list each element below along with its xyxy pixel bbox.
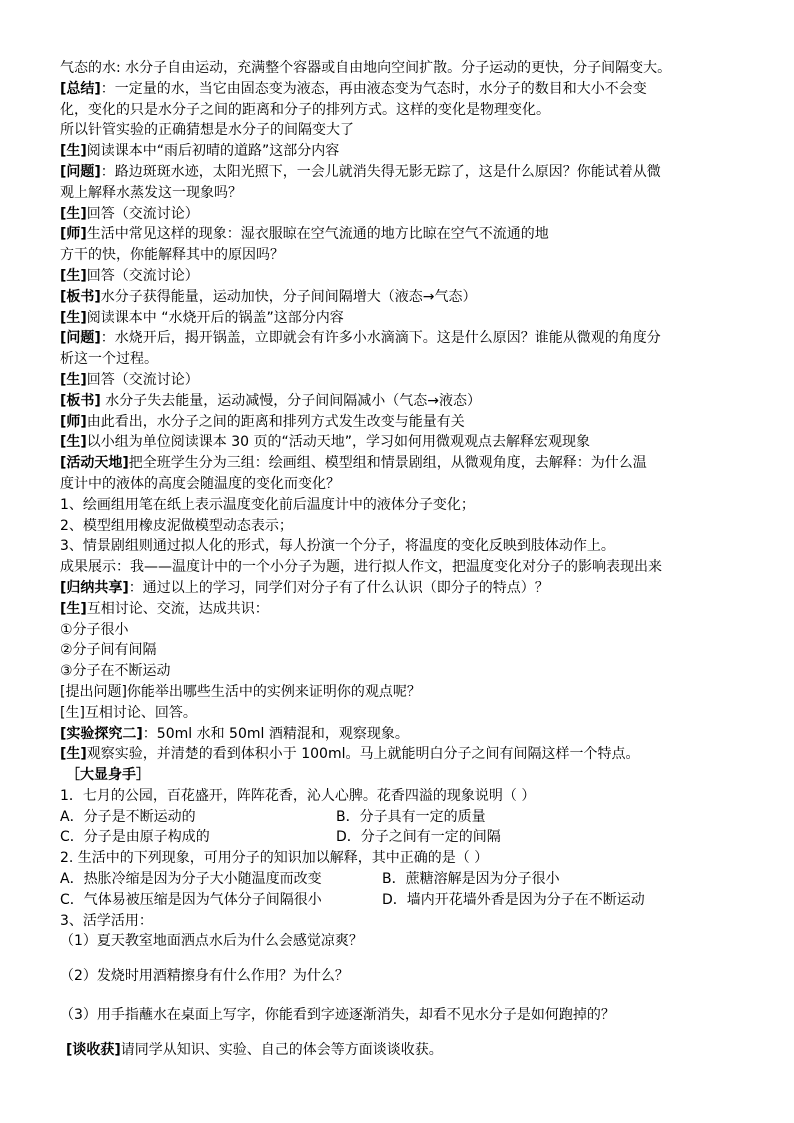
section-tag: [谈收获] — [66, 1041, 121, 1058]
section-tag: [生] — [60, 309, 87, 326]
summary-share-line — [60, 578, 750, 599]
section-tag: [实验探究二] — [60, 725, 143, 742]
paragraph-text: ：路边斑斑水迹，太阳光照下，一会儿就消失得无影无踪了，这是什么原因？你能试着从微 — [100, 163, 661, 180]
list-item — [60, 620, 750, 641]
section-tag: [活动天地] — [60, 455, 129, 472]
summary-line — [60, 79, 750, 100]
option-d: D．分子之间有一定的间隔 — [336, 829, 501, 846]
exercise-question — [60, 786, 750, 807]
paragraph-text: 阅读课本中“雨后初晴的道路”这部分内容 — [86, 143, 340, 160]
paragraph-text: ①分子很小 — [60, 621, 129, 638]
sub-question — [60, 966, 750, 987]
list-item — [60, 640, 750, 661]
section-tag: [问题] — [60, 330, 101, 347]
paragraph-text: 成果展示：我——温度计中的一个小分子为题，进行拟人作文，把温度变化对分子的影响表现出来 — [60, 559, 662, 576]
option-b: B．分子具有一定的质量 — [336, 808, 486, 825]
section-tag: [生] — [60, 267, 87, 284]
section-tag: [板书] — [60, 392, 101, 409]
option-c: C．分子是由原子构成的 — [60, 829, 210, 846]
text-line — [60, 245, 750, 266]
section-tag: [问题] — [60, 163, 101, 180]
paragraph-text: ：50ml 水和 50ml 酒精混和，观察现象。 — [142, 725, 409, 742]
text-line — [60, 349, 750, 370]
paragraph-text: 所以针管实验的正确猜想是水分子的间隔变大了 — [60, 122, 354, 139]
exercise-options — [60, 890, 750, 911]
option-a: A．分子是不断运动的 — [60, 808, 196, 825]
paragraph-text: ：水烧开后，揭开锅盖，立即就会有许多小水滴滴下。这是什么原因？谁能从微观的角度分 — [100, 330, 661, 347]
section-tag: [生] — [60, 205, 87, 222]
exercise-options — [60, 869, 750, 890]
paragraph-text: [生]互相讨论、回答。 — [60, 704, 197, 721]
question-text: （2）发烧时用酒精擦身有什么作用？为什么？ — [60, 968, 349, 985]
paragraph-text: 生活中常见这样的现象：湿衣服晾在空气流通的地方比晾在空气不流通的地 — [86, 226, 549, 243]
student-line — [60, 599, 750, 620]
question-text: （3）用手指蘸水在桌面上写字，你能看到字迹逐渐消失，却看不见水分子是如何跑掉的？ — [60, 1007, 615, 1024]
list-item — [60, 661, 750, 682]
text-line — [60, 100, 750, 121]
text-line — [60, 58, 750, 79]
experiment-line — [60, 724, 750, 745]
section-tag: [生] — [60, 600, 87, 617]
section-tag: [生] — [60, 434, 87, 451]
section-tag: [板书] — [60, 288, 101, 305]
teacher-line — [60, 412, 750, 433]
option-a: A．热胀冷缩是因为分子大小随温度而改变 — [60, 871, 322, 888]
document-page — [60, 58, 750, 1061]
question-text: 3、活学活用： — [60, 912, 153, 929]
question-text: 2. 生活中的下列现象，可用分子的知识加以解释，其中正确的是（ ） — [60, 850, 489, 867]
paragraph-text: 观上解释水蒸发这一现象吗？ — [60, 184, 242, 201]
section-tag: [归纳共享] — [60, 579, 129, 596]
student-line — [60, 432, 750, 453]
text-line — [60, 474, 750, 495]
exercise-heading — [60, 765, 750, 786]
paragraph-text: 互相讨论、交流，达成共识： — [86, 600, 269, 617]
paragraph-text: 1、绘画组用笔在纸上表示温度变化前后温度计中的液体分子变化； — [60, 496, 475, 513]
paragraph-text: 化，变化的只是水分子之间的距离和分子的排列方式。这样的变化是物理变化。 — [60, 101, 550, 118]
paragraph-text: ③分子在不断运动 — [60, 663, 171, 680]
paragraph-text: 观察实验，并清楚的看到体积小于 100ml。马上就能明白分子之间有间隔这样一个特点。 — [86, 746, 640, 763]
paragraph-text: 2、模型组用橡皮泥做模型动态表示； — [60, 517, 293, 534]
paragraph-text: 析这一个过程。 — [60, 351, 158, 368]
question-line — [60, 162, 750, 183]
list-item — [60, 495, 750, 516]
paragraph-text: 回答（交流讨论） — [86, 371, 199, 388]
text-line — [60, 557, 750, 578]
text-line — [60, 703, 750, 724]
option-c: C．气体易被压缩是因为气体分子间隔很小 — [60, 891, 322, 908]
harvest-line — [60, 1040, 750, 1061]
paragraph-text: 方干的快，你能解释其中的原因吗？ — [60, 247, 284, 264]
list-item — [60, 536, 750, 557]
heading-text: ［大显身手］ — [66, 767, 150, 784]
section-tag: [生] — [60, 371, 87, 388]
question-text: 1．七月的公园，百花盛开，阵阵花香，沁人心脾。花香四溢的现象说明（ ） — [60, 787, 536, 804]
text-line — [60, 120, 750, 141]
paragraph-text: 水分子获得能量，运动加快，分子间间隔增大（液态→气态） — [100, 288, 477, 305]
section-tag: [师] — [60, 226, 87, 243]
paragraph-text: 以小组为单位阅读课本 30 页的“活动天地”，学习如何用微观观点去解释宏观现象 — [86, 434, 591, 451]
paragraph-text: 气态的水: 水分子自由运动，充满整个容器或自由地向空间扩散。分子运动的更快，分子间隔变大。 — [60, 60, 672, 76]
student-line — [60, 744, 750, 765]
board-line — [60, 287, 750, 308]
board-line — [60, 391, 750, 412]
paragraph-text: 水分子失去能量，运动减慢，分子间间隔减小（气态→液态） — [100, 392, 481, 409]
question-text: （1）夏天教室地面洒点水后为什么会感觉凉爽？ — [60, 933, 363, 950]
paragraph-text: 把全班学生分为三组：绘画组、模型组和情景剧组，从微观角度，去解释：为什么温 — [128, 455, 647, 472]
paragraph-text: 阅读课本中 “水烧开后的锅盖”这部分内容 — [86, 309, 344, 326]
paragraph-text: 回答（交流讨论） — [86, 205, 199, 222]
paragraph-text: 由此看出，水分子之间的距离和排列方式发生改变与能量有关 — [86, 413, 465, 430]
exercise-question — [60, 911, 750, 932]
paragraph-text: 请同学从知识、实验、自己的体会等方面谈谈收获。 — [120, 1041, 443, 1058]
activity-line — [60, 453, 750, 474]
section-tag: [生] — [60, 746, 87, 763]
question-line — [60, 328, 750, 349]
student-line — [60, 266, 750, 287]
teacher-line — [60, 224, 750, 245]
section-tag: [总结] — [60, 80, 101, 97]
sub-question — [60, 931, 750, 952]
paragraph-text: [提出问题]你能举出哪些生活中的实例来证明你的观点呢？ — [60, 683, 421, 700]
paragraph-text: 度计中的液体的高度会随温度的变化而变化？ — [60, 475, 340, 492]
section-tag: [生] — [60, 143, 87, 160]
exercise-question — [60, 848, 750, 869]
sub-question — [60, 1005, 750, 1026]
paragraph-text: 回答（交流讨论） — [86, 267, 199, 284]
student-line — [60, 370, 750, 391]
text-line — [60, 682, 750, 703]
student-line — [60, 308, 750, 329]
paragraph-text: ：通过以上的学习，同学们对分子有了什么认识（即分子的特点）？ — [128, 579, 549, 596]
paragraph-text: ②分子间有间隔 — [60, 642, 157, 659]
list-item — [60, 516, 750, 537]
paragraph-text: 3、情景剧组则通过拟人化的形式，每人扮演一个分子，将温度的变化反映到肢体动作上。 — [60, 538, 615, 555]
option-d: D．墙内开花墙外香是因为分子在不断运动 — [382, 891, 645, 908]
paragraph-text: ：一定量的水，当它由固态变为液态，再由液态变为气态时，水分子的数目和大小不会变 — [100, 80, 647, 97]
student-line — [60, 141, 750, 162]
option-b: B．蔗糖溶解是因为分子很小 — [382, 871, 560, 888]
exercise-options — [60, 827, 750, 848]
exercise-options — [60, 807, 750, 828]
section-tag: [师] — [60, 413, 87, 430]
text-line — [60, 183, 750, 204]
student-line — [60, 204, 750, 225]
